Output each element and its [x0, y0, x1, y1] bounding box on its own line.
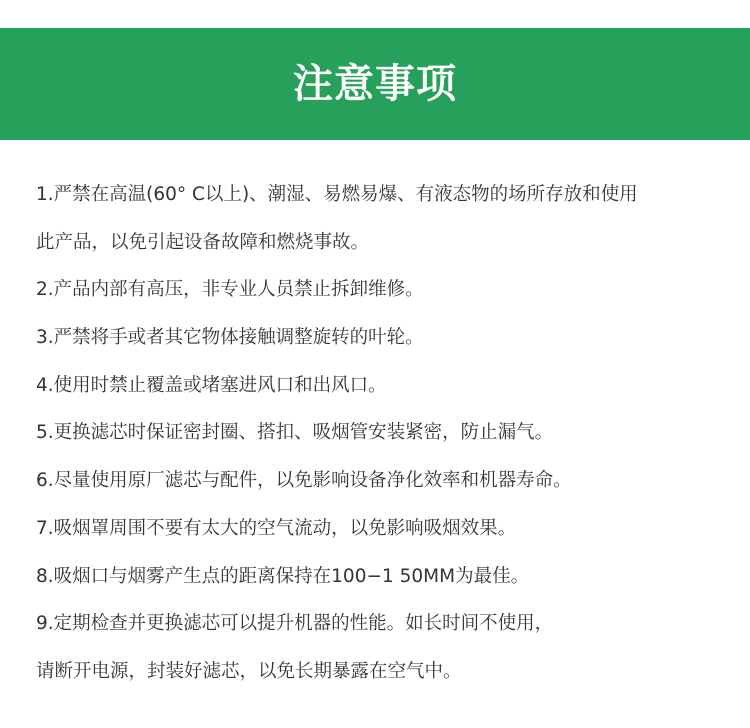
header-banner [0, 28, 750, 140]
note-line-6: 5.更换滤芯时保证密封圈、搭扣、吸烟管安装紧密，防止漏气。 [36, 422, 554, 444]
page-title: 注意事项 [293, 61, 457, 107]
note-line-1: 1.严禁在高温(60° C以上)、潮湿、易燃易爆、有液态物的场所存放和使用 [36, 184, 638, 205]
note-line-9: 8.吸烟口与烟雾产生点的距离保持在100−1 50MM为最佳。 [36, 565, 530, 587]
note-line-5: 4.使用时禁止覆盖或堵塞进风口和出风口。 [36, 374, 387, 396]
note-line-3: 2.产品内部有高压，非专业人员禁止拆卸维修。 [36, 279, 424, 301]
note-line-11: 请断开电源，封装好滤芯，以免长期暴露在空气中。 [36, 660, 462, 682]
note-line-8: 7.吸烟罩周围不要有太大的空气流动，以免影响吸烟效果。 [36, 517, 517, 539]
note-line-7: 6.尽量使用原厂滤芯与配件，以免影响设备净化效率和机器寿命。 [36, 470, 572, 492]
note-line-4: 3.严禁将手或者其它物体接触调整旋转的叶轮。 [36, 327, 424, 349]
notes-list [36, 177, 726, 702]
note-line-2: 此产品，以免引起设备故障和燃烧事故。 [36, 231, 370, 253]
note-line-10: 9.定期检查并更换滤芯可以提升机器的性能。如长时间不使用， [36, 613, 554, 635]
